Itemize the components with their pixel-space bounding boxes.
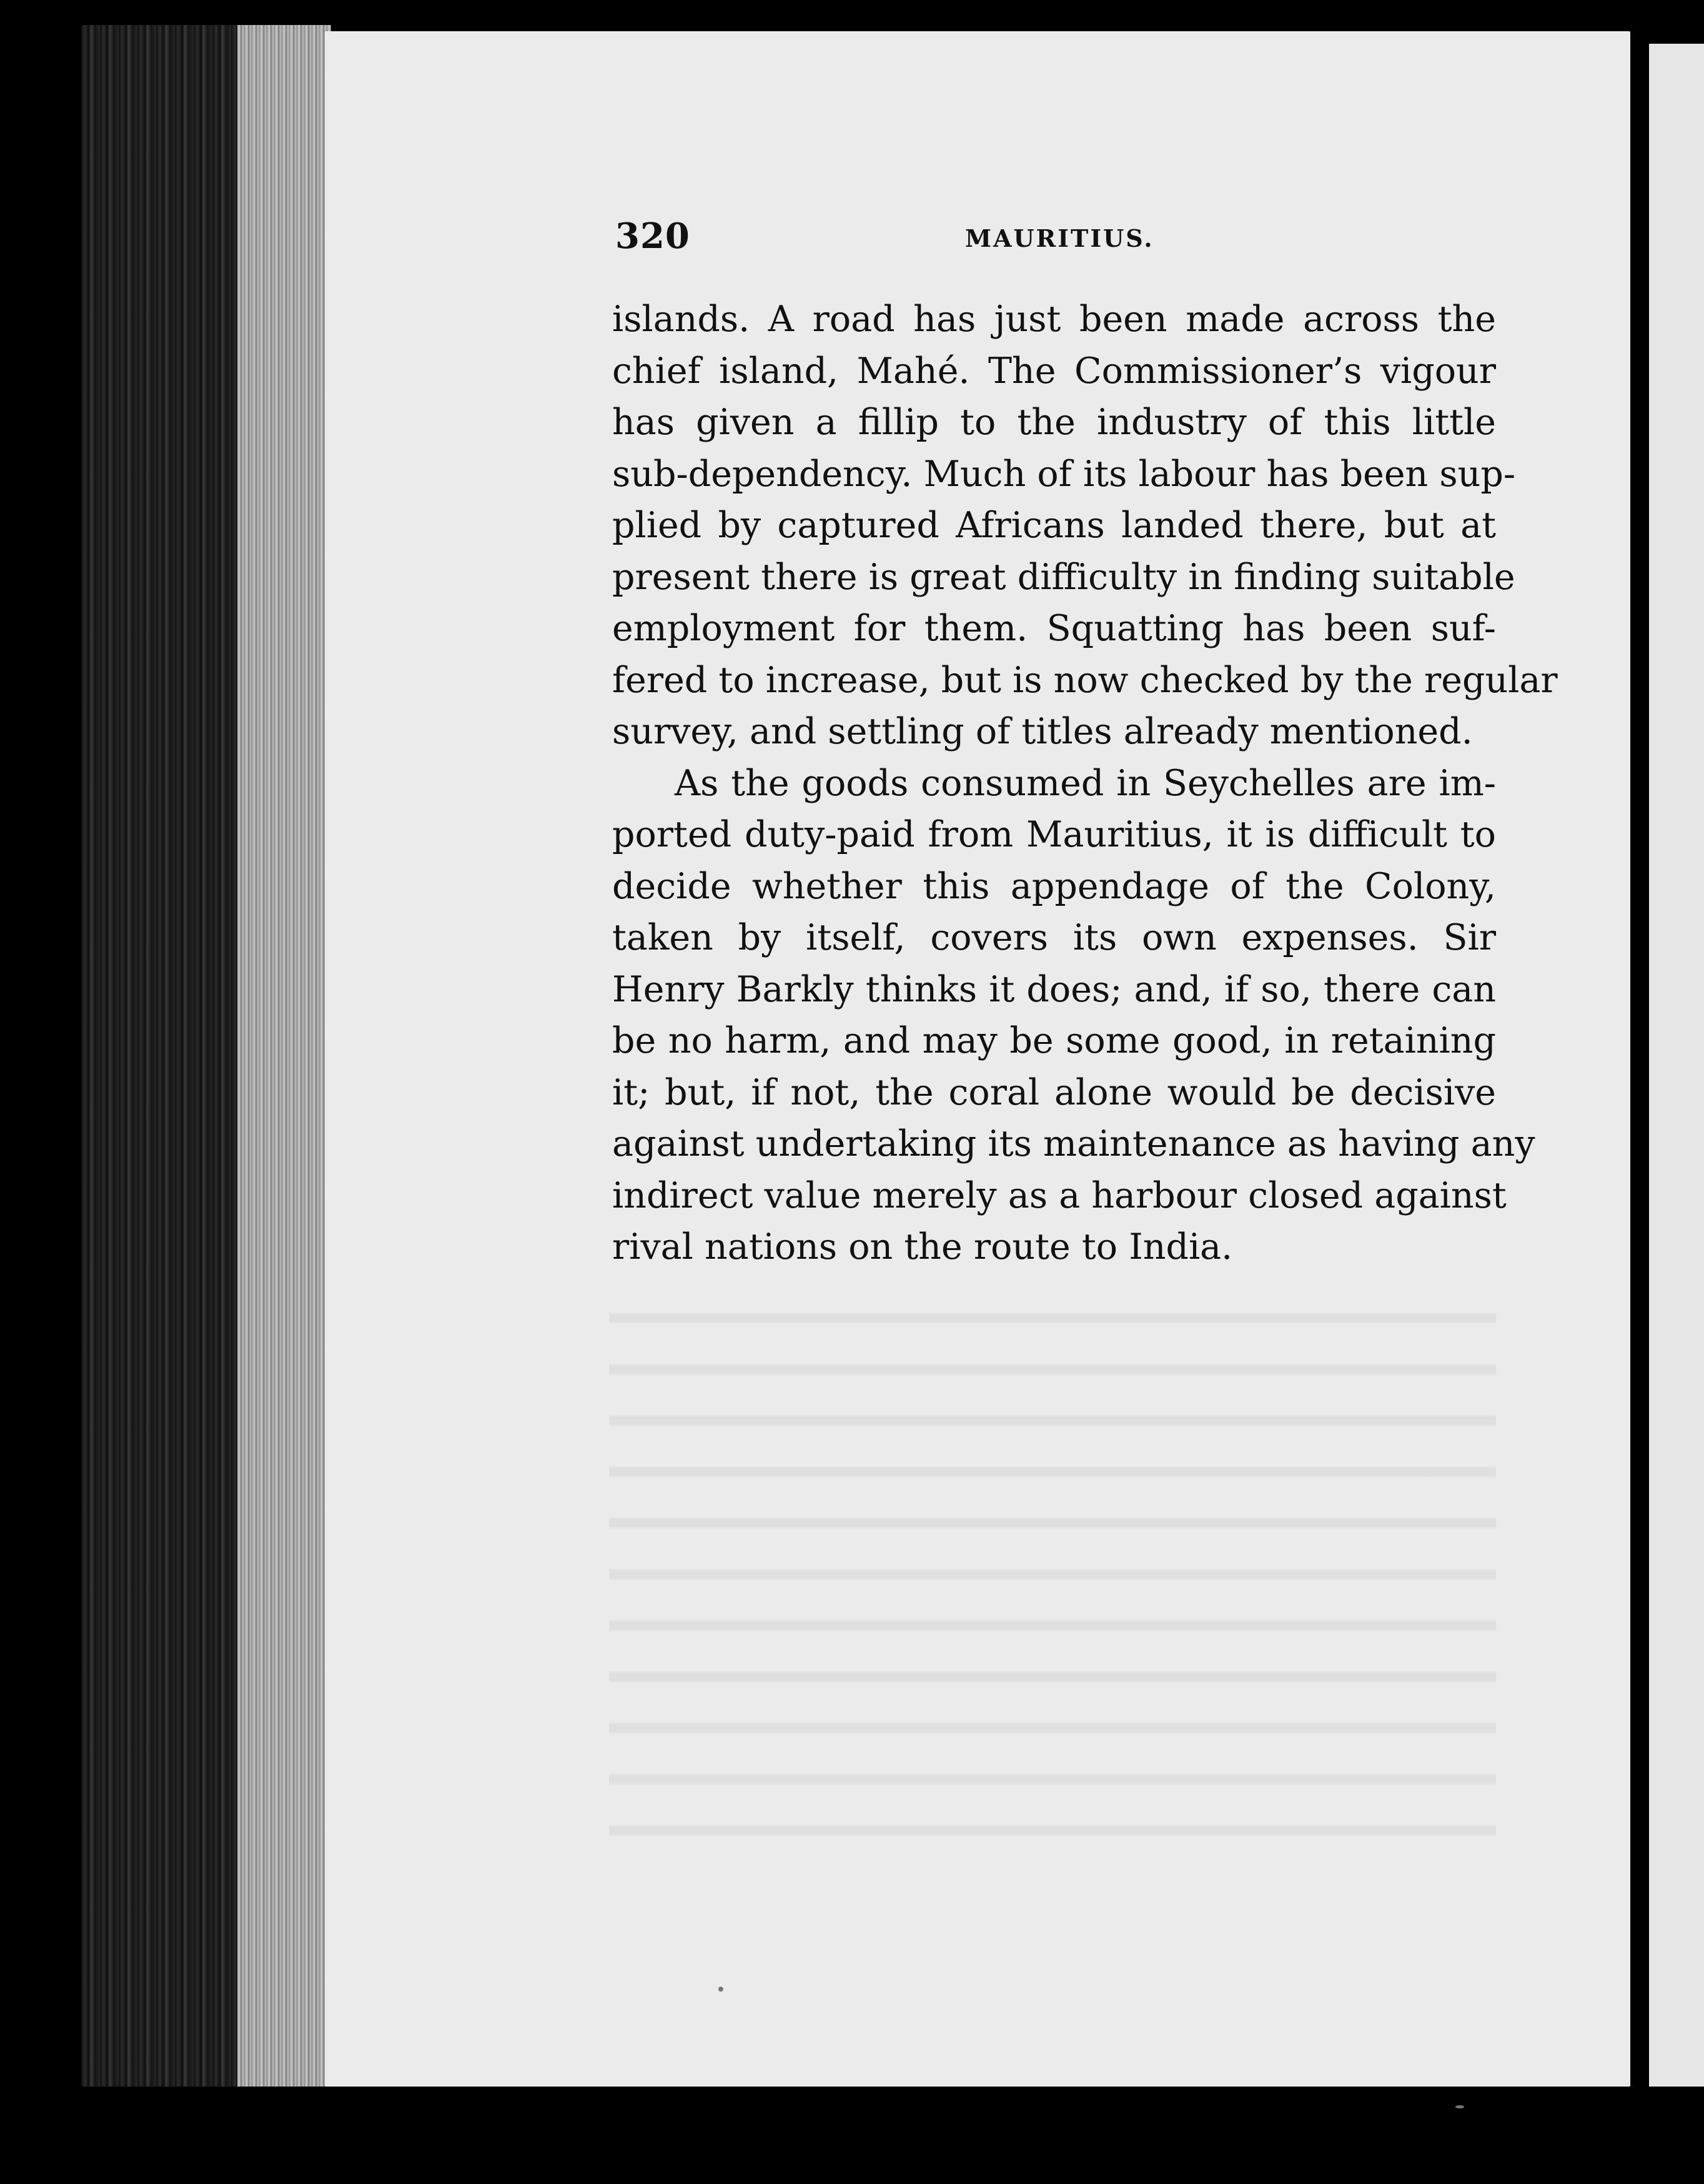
scan-speck xyxy=(1455,2105,1464,2108)
page-number: 320 xyxy=(615,216,690,257)
paragraph-1 xyxy=(612,294,1558,758)
text-line: be no harm, and may be some good, in retaining xyxy=(612,1020,1496,1061)
text-line: decide whether this appendage of the Colony, xyxy=(612,865,1496,907)
text-line: Henry Barkly thinks it does; and, if so, there can xyxy=(612,968,1496,1010)
text-line: plied by captured Africans landed there, but at xyxy=(612,505,1496,546)
book-edge xyxy=(81,25,331,2087)
text-line: taken by itself, covers its own expenses. Sir xyxy=(612,917,1496,958)
text-line: against undertaking its maintenance as having any xyxy=(612,1123,1535,1164)
text-line: present there is great difficulty in finding suitable xyxy=(612,556,1515,598)
text-line: chief island, Mahé. The Commissioner’s vigour xyxy=(612,350,1496,392)
body-text xyxy=(612,294,1558,1273)
text-line: indirect value merely as a harbour closed against xyxy=(612,1174,1507,1216)
text-line: islands. A road has just been made across the xyxy=(612,299,1496,340)
bleed-through-text xyxy=(609,1287,1496,1849)
text-line: As the goods consumed in Seychelles are im- xyxy=(675,762,1496,804)
next-page-edge xyxy=(1649,44,1704,2087)
paragraph-2 xyxy=(612,758,1535,1273)
text-line: survey, and settling of titles already mentioned. xyxy=(612,711,1473,752)
text-line: sub-dependency. Much of its labour has been sup- xyxy=(612,453,1516,495)
text-line: fered to increase, but is now checked by the regular xyxy=(612,659,1558,701)
text-line: has given a fillip to the industry of this little xyxy=(612,402,1496,443)
text-line: employment for them. Squatting has been suf- xyxy=(612,608,1496,649)
text-line: rival nations on the route to India. xyxy=(612,1226,1233,1268)
text-line: ported duty-paid from Mauritius, it is difficult to xyxy=(612,814,1496,855)
text-line: it; but, if not, the coral alone would be decisive xyxy=(612,1071,1496,1113)
page-stack-edge xyxy=(237,25,331,2087)
running-title: MAURITIUS. xyxy=(965,224,1154,252)
scan-speck xyxy=(718,1987,723,1992)
running-head xyxy=(615,216,1496,259)
